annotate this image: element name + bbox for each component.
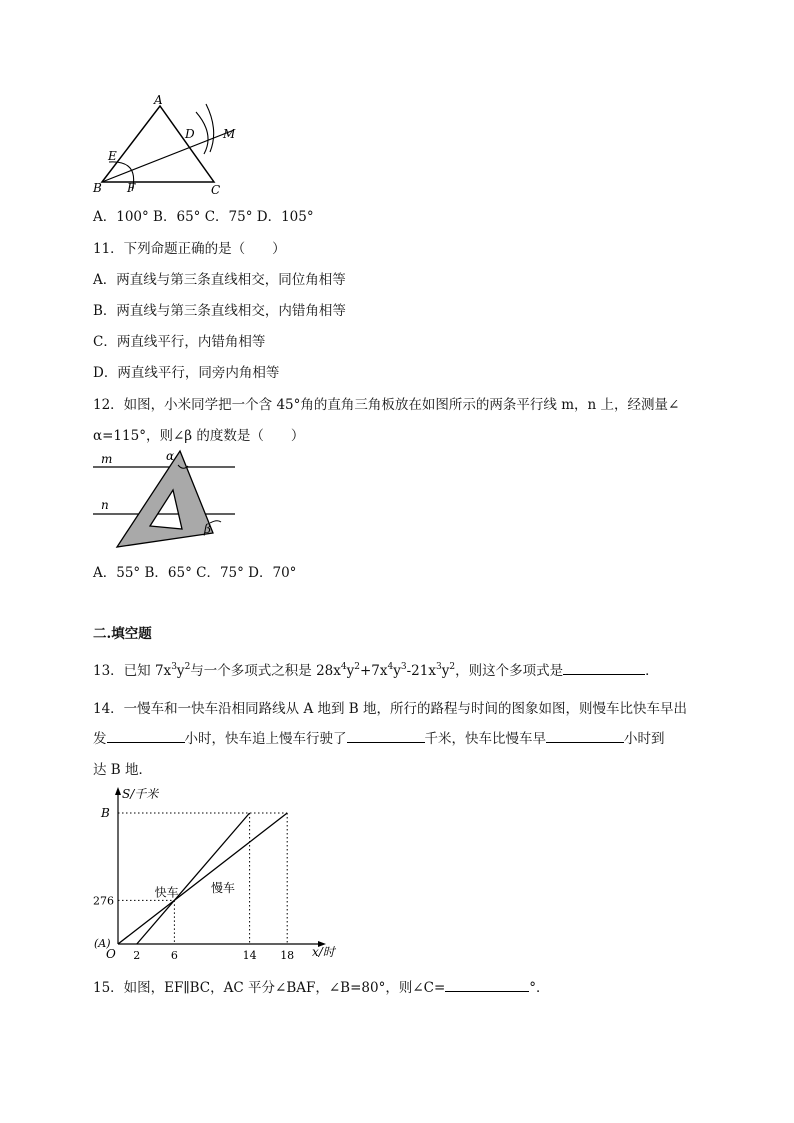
label-n: n [101, 498, 109, 512]
q14-blank-hours-arrive[interactable] [546, 728, 624, 743]
q15-answer-blank[interactable] [445, 977, 529, 992]
q12-stem-line1: 12．如图，小米同学把一个含 45°角的直角三角板放在如图所示的两条平行线 m，n 上，经测量∠ [93, 397, 680, 413]
q11-option-a: A．两直线与第三条直线相交，同位角相等 [93, 272, 346, 288]
x-axis-label: x/时 [312, 945, 335, 959]
q11-stem: 11．下列命题正确的是（ ） [93, 241, 286, 257]
series-label-1: 慢车 [211, 880, 236, 895]
q14-line3: 达 B 地． [93, 762, 153, 778]
distance-time-chart [92, 784, 335, 962]
series-label-0: 快车 [154, 885, 179, 900]
q14-line1: 14．一慢车和一快车沿相同路线从 A 地到 B 地，所行的路程与时间的图象如图，则慢车比快车早出 [93, 701, 688, 717]
q11-option-d: D．两直线平行，同旁内角相等 [93, 365, 280, 381]
y-axis-arrow [115, 787, 121, 795]
series-line-0 [137, 813, 250, 944]
label-m: m [101, 452, 113, 466]
q12-stem-line2: α=115°，则∠β 的度数是（ ） [93, 428, 305, 444]
y-axis-label: S/千米 [122, 787, 159, 801]
x-tick-label-1: 6 [170, 949, 178, 962]
label-a: A [154, 93, 163, 107]
set-square [117, 451, 213, 547]
arc-d1 [196, 112, 208, 154]
q13-text: 13．已知 $7x^3y^2$与一个多项式之积是 $28x^4y^2+7x^4y^3-21x^3y^2$，则这个多项式是 ． [93, 662, 659, 679]
q10-options: A．100° B．65° C．75° D．105° [93, 209, 314, 225]
origin-label: O [106, 947, 116, 961]
y-tick-label-0: 276 [93, 894, 114, 908]
point-a-label: (A) [94, 937, 111, 950]
triangle-construction-figure [92, 94, 242, 198]
q14-blank-hours-earlier[interactable] [107, 728, 185, 743]
series-line-1 [118, 813, 287, 944]
q14-line2: 发 小时，快车追上慢车行驶了 千米，快车比慢车早 小时到 [93, 727, 665, 747]
label-alpha: α [166, 449, 175, 463]
section-fill-in-title: 二.填空题 [93, 626, 152, 642]
label-f: F [127, 181, 136, 195]
label-m: M [223, 127, 236, 141]
label-d: D [185, 127, 195, 141]
q15-text: 15．如图，EF∥BC，AC 平分∠BAF，∠B=80°，则∠C= °． [93, 976, 550, 996]
q11-option-c: C．两直线平行，内错角相等 [93, 334, 266, 350]
label-beta: β [204, 522, 211, 536]
label-b: B [93, 181, 102, 195]
label-c: C [211, 183, 221, 197]
q14-blank-distance[interactable] [347, 728, 425, 743]
label-e: E [108, 149, 117, 163]
x-tick-label-0: 2 [133, 949, 141, 962]
x-tick-label-3: 18 [280, 949, 295, 962]
q11-option-b: B．两直线与第三条直线相交，内错角相等 [93, 303, 346, 319]
y-b-label: B [101, 806, 110, 820]
set-square-parallel-lines-figure [93, 447, 243, 555]
q13-answer-blank[interactable] [563, 660, 645, 675]
q12-options: A．55° B．65° C．75° D．70° [93, 565, 297, 581]
x-tick-label-2: 14 [242, 949, 257, 962]
